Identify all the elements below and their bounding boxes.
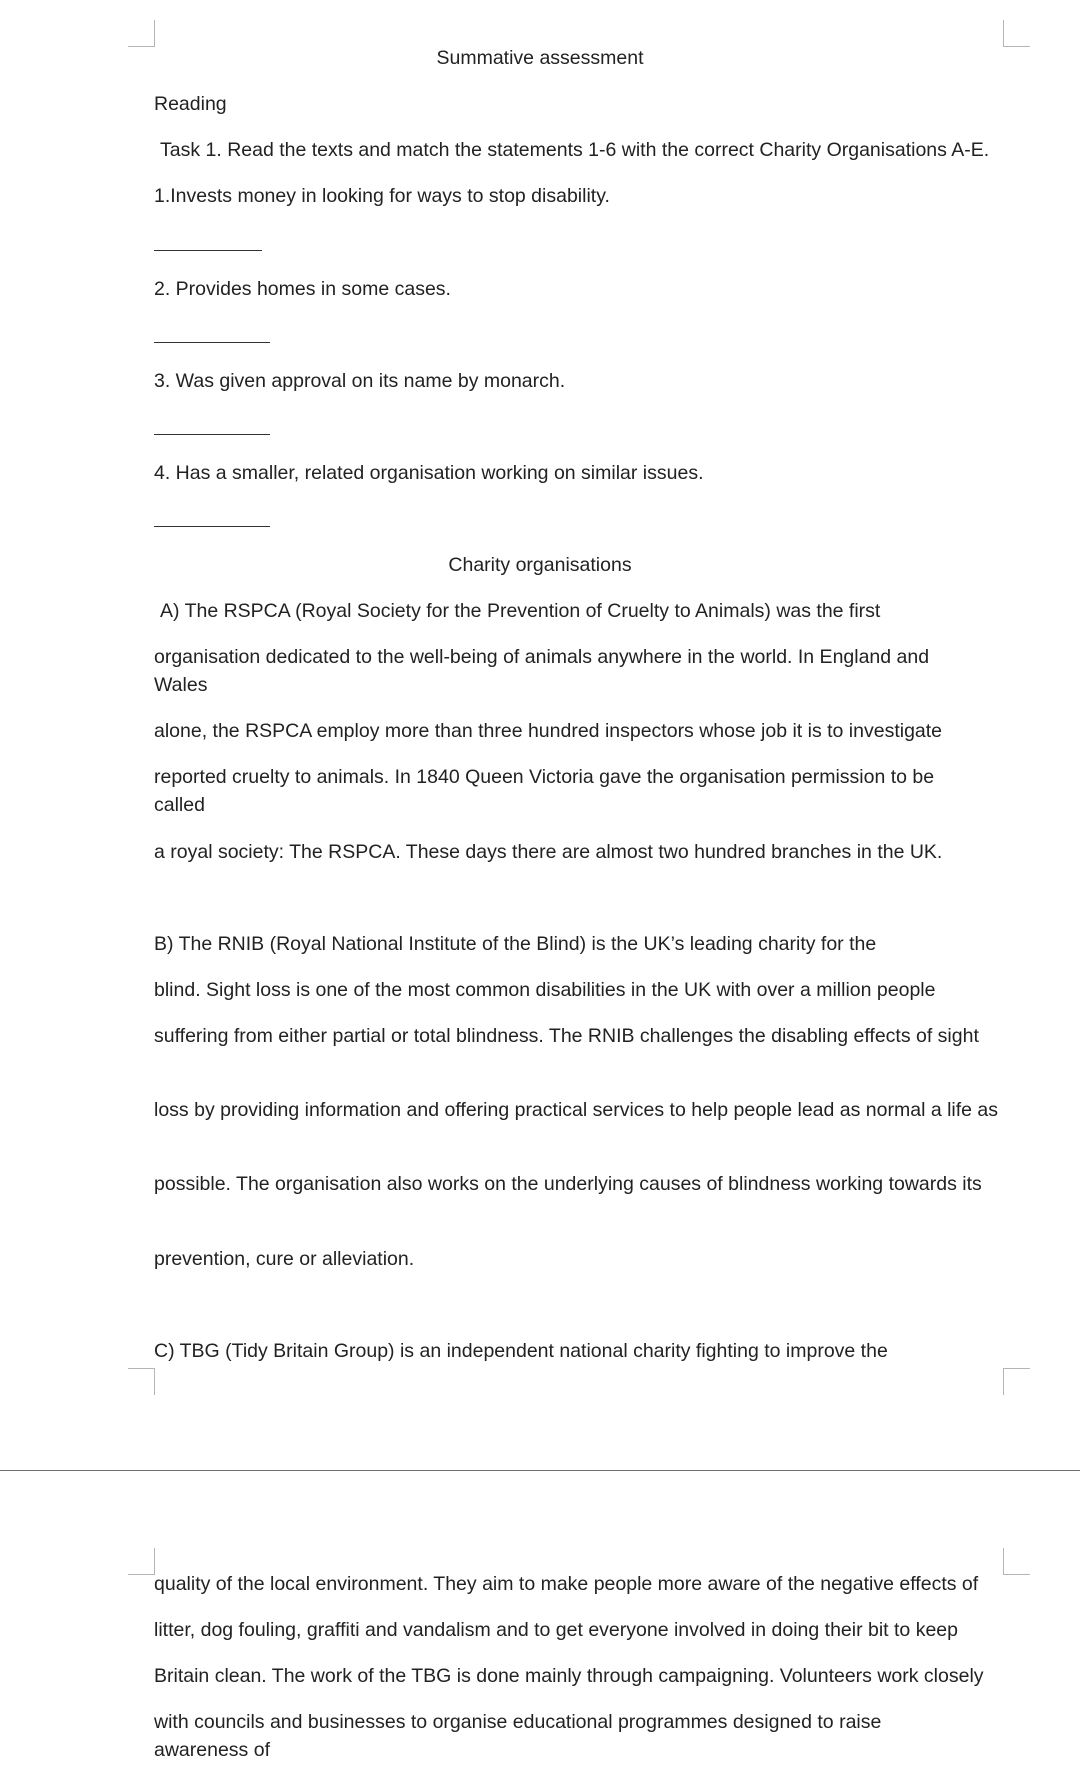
page-corner-mark [128, 20, 155, 47]
org-b-line-5: possible. The organisation also works on the underlying causes of blindness working towards its [154, 1173, 982, 1195]
task-text: Read the texts and match the statements 1-6 with the correct Charity Organisations A-E. [221, 139, 990, 161]
orgs-heading: Charity organisations [448, 554, 632, 576]
statement-2: 2. Provides homes in some cases. [154, 278, 451, 300]
answer-blank-1[interactable] [154, 250, 262, 251]
section-heading: Reading [154, 93, 227, 115]
org-a-line-2: organisation dedicated to the well-being of animals anywhere in the world. In England and Wales [154, 646, 930, 696]
org-c-letter: C) [154, 1340, 175, 1362]
task-label: Task 1. [160, 139, 222, 161]
org-c-line-2: quality of the local environment. They aim to make people more aware of the negative effects of [154, 1573, 979, 1595]
org-b-letter: B) [154, 933, 174, 955]
org-a-line-5: a royal society: The RSPCA. These days there are almost two hundred branches in the UK. [154, 841, 943, 863]
org-b-line-2: blind. Sight loss is one of the most common disabilities in the UK with over a million people [154, 979, 936, 1001]
org-b-line-3: suffering from either partial or total blindness. The RNIB challenges the disabling effects of sight [154, 1025, 979, 1047]
page-corner-mark [128, 1548, 155, 1575]
statement-3: 3. Was given approval on its name by monarch. [154, 370, 566, 392]
page-corner-mark [1003, 20, 1030, 47]
document-page-2 [0, 1472, 1080, 1779]
org-a-line-3: alone, the RSPCA employ more than three hundred inspectors whose job it is to investigate [154, 720, 943, 742]
org-c-line-5: with councils and businesses to organise educational programmes designed to raise awareness of [154, 1711, 882, 1761]
org-c-line-1: C) TBG (Tidy Britain Group) is an independent national charity fighting to improve the [154, 1340, 888, 1362]
org-a-letter: A) [160, 600, 180, 622]
org-a-line-4: reported cruelty to animals. In 1840 Queen Victoria gave the organisation permission to be called [154, 766, 935, 816]
org-b-line-4: loss by providing information and offering practical services to help people lead as normal a life as [154, 1099, 999, 1121]
statement-4: 4. Has a smaller, related organisation working on similar issues. [154, 462, 704, 484]
page-corner-mark [1003, 1368, 1030, 1395]
answer-blank-2[interactable] [154, 342, 270, 343]
page-corner-mark [128, 1368, 155, 1395]
answer-blank-4[interactable] [154, 526, 270, 527]
org-c-line-3: litter, dog fouling, graffiti and vandalism and to get everyone involved in doing their bit to keep [154, 1619, 958, 1641]
task-instruction [160, 136, 1020, 164]
org-a-line-1: A) The RSPCA (Royal Society for the Prevention of Cruelty to Animals) was the first [160, 600, 881, 622]
org-b-line-1: B) The RNIB (Royal National Institute of the Blind) is the UK’s leading charity for the [154, 933, 877, 955]
statement-1: 1.Invests money in looking for ways to stop disability. [154, 185, 610, 207]
org-b-line-6: prevention, cure or alleviation. [154, 1248, 415, 1270]
org-c-line-4: Britain clean. The work of the TBG is done mainly through campaigning. Volunteers work closely [154, 1665, 984, 1687]
document-title: Summative assessment [436, 47, 644, 69]
answer-blank-3[interactable] [154, 434, 270, 435]
page-break-divider [0, 1470, 1080, 1471]
